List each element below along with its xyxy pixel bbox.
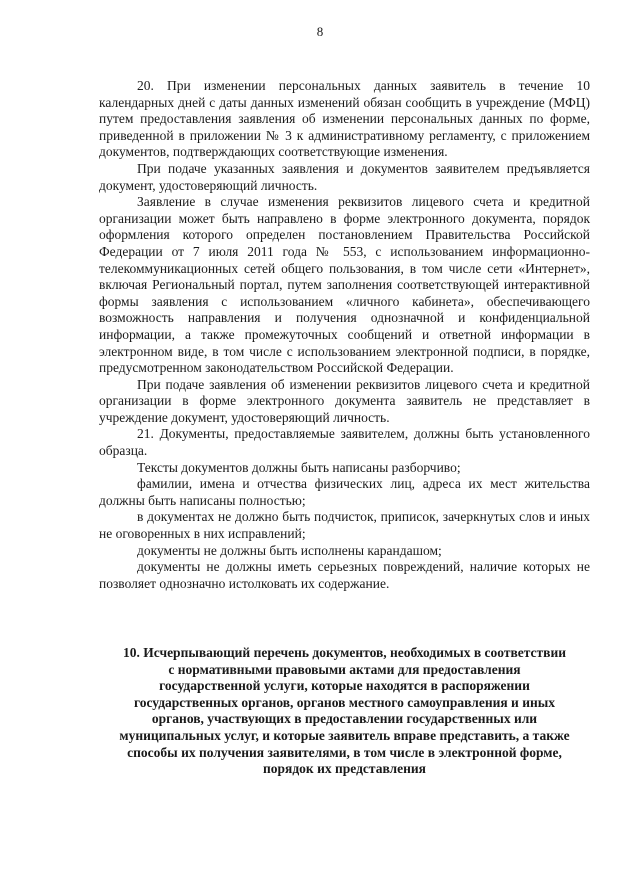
section-10-heading xyxy=(99,645,590,778)
paragraph-identity-document: При подаче указанных заявления и документов заявителем предъявляется документ, удостоверяющий личность. xyxy=(99,160,590,193)
document-body xyxy=(99,78,590,592)
heading-line: 10. Исчерпывающий перечень документов, необходимых в соответствии xyxy=(122,645,566,660)
paragraph-legible-texts: Тексты документов должны быть написаны разборчиво; xyxy=(137,459,461,475)
heading-line: государственных органов, органов местного самоуправления и иных xyxy=(133,694,556,710)
page-number: 8 xyxy=(316,24,324,39)
paragraph-electronic-application: Заявление в случае изменения реквизитов лицевого счета и кредитной организации может быть направлено в форме электронного документа, порядок оформления которого определен постановлением Правительства Российской Федерации от 7 июля 2011 года № 553, с использованием информационно-телекоммуникационных сетей общего пользования, в том числе сети «Интернет», включая Региональный портал, путем заполнения соответствующей интерактивной формы заявления с использованием «личного кабинета», обеспечивающего возможность направления и получения однозначной и конфиденциальной информации, а также промежуточных сообщений и ответной информации в электронном виде, в том числе с использованием электронной подписи, в порядке, предусмотренном законодательством Российской Федерации. xyxy=(99,194,590,376)
heading-line: с нормативными правовыми актами для предоставления xyxy=(168,661,521,677)
paragraph-no-damage: документы не должны иметь серьезных повреждений, наличие которых не позволяет однозначно истолковать их содержание. xyxy=(99,559,590,591)
paragraph-20: 20. При изменении персональных данных заявитель в течение 10 календарных дней с даты данных изменений обязан сообщить в учреждение (МФЦ) путем предоставления заявления об изменении персональных данных по форме, приведенной в приложении № 3 к административному регламенту, с приложением документов, подтверждающих соответствующие изменения. xyxy=(99,78,590,160)
heading-line: муниципальных услуг, и которые заявитель вправе представить, а также xyxy=(119,727,570,743)
paragraph-no-identity-required: При подаче заявления об изменении реквизитов лицевого счета и кредитной организации в форме электронного документа заявитель не представляет в учреждение документ, удостоверяющий личность. xyxy=(99,376,590,425)
paragraph-21: 21. Документы, предоставляемые заявителем, должны быть установленного образца. xyxy=(99,426,590,459)
paragraph-full-names: фамилии, имена и отчества физических лиц, адреса их мест жительства должны быть написаны полностью; xyxy=(99,476,590,508)
paragraph-no-corrections: в документах не должно быть подчисток, приписок, зачеркнутых слов и иных не оговоренных в них исправлений; xyxy=(99,509,590,542)
heading-line: органов, участвующих в предоставлении государственных или xyxy=(151,711,538,727)
paragraph-no-pencil: документы не должны быть исполнены карандашом; xyxy=(137,542,442,558)
heading-line: способы их получения заявителями, в том числе в электронной форме, xyxy=(127,744,562,760)
heading-line: порядок их представления xyxy=(263,761,426,777)
heading-line: государственной услуги, которые находятся в распоряжении xyxy=(159,678,530,694)
